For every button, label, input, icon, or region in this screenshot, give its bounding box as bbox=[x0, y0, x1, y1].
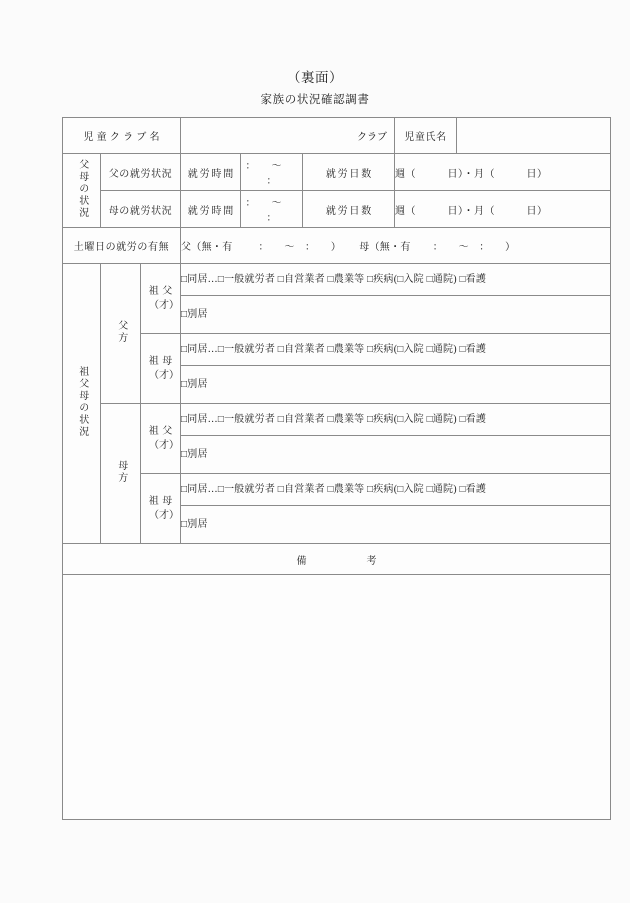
grandparents-status-vertical-label: 祖父母の状況 bbox=[63, 264, 101, 544]
remarks-textarea[interactable] bbox=[63, 575, 611, 820]
table-row-gp-maternal-grandfather-cohabit bbox=[63, 404, 611, 436]
gp-age-unit[interactable]: 才） bbox=[159, 509, 179, 521]
remarks-header bbox=[63, 544, 611, 575]
mother-time-to: ： bbox=[266, 213, 277, 224]
table-row-mother-work bbox=[63, 191, 611, 228]
saturday-work-label: 土曜日の就労の有無 bbox=[63, 228, 181, 264]
gp-age-unit[interactable]: 才） bbox=[159, 369, 179, 381]
saturday-mother-label: 母（無・有 bbox=[359, 242, 411, 253]
page-side-label: （裏面） bbox=[287, 70, 343, 85]
table-row-father-work bbox=[63, 154, 611, 191]
table-row-remarks-body bbox=[63, 575, 611, 820]
gp-age-open: （ bbox=[149, 299, 159, 311]
parents-status-vertical-label: 父母の状況 bbox=[63, 154, 101, 228]
mother-work-status-label: 母の就労状況 bbox=[101, 191, 181, 228]
father-work-days-input[interactable]: 週（ 日）・月（ 日） bbox=[395, 154, 611, 191]
gp-label-char1: 祖 bbox=[148, 285, 159, 297]
gp-label-char2: 父 bbox=[162, 425, 173, 437]
gp-separate-checkbox-line[interactable]: □別居 bbox=[181, 506, 611, 544]
saturday-mother-time: ： ～ ： ） bbox=[432, 242, 516, 253]
father-work-time-label: 就労時間 bbox=[181, 154, 241, 191]
gp-label-char2: 母 bbox=[162, 495, 173, 507]
gp-label-char2: 父 bbox=[162, 285, 173, 297]
saturday-father-time: ： ～ ： ） bbox=[258, 242, 342, 253]
gp-cohabit-checkbox-line[interactable]: □同居…□一般就労者 □自営業者 □農業等 □疾病(□入院 □通院) □看護 bbox=[181, 334, 611, 366]
gp-age-open: （ bbox=[149, 509, 159, 521]
gp-label-char1: 祖 bbox=[148, 355, 159, 367]
gp-separate-checkbox-line[interactable]: □別居 bbox=[181, 436, 611, 474]
father-time-wave: ～ bbox=[271, 161, 282, 172]
gp-age-unit[interactable]: 才） bbox=[159, 439, 179, 451]
mother-work-time-input[interactable] bbox=[241, 191, 303, 228]
table-row-saturday-work bbox=[63, 228, 611, 264]
saturday-work-input[interactable] bbox=[181, 228, 611, 264]
gp-cohabit-checkbox-line[interactable]: □同居…□一般就労者 □自営業者 □農業等 □疾病(□入院 □通院) □看護 bbox=[181, 404, 611, 436]
gp-label-paternal-grandfather bbox=[141, 264, 181, 334]
father-work-status-label: 父の就労状況 bbox=[101, 154, 181, 191]
mother-time-from: ： bbox=[245, 198, 256, 209]
gp-cohabit-checkbox-line[interactable]: □同居…□一般就労者 □自営業者 □農業等 □疾病(□入院 □通院) □看護 bbox=[181, 264, 611, 296]
child-name-input[interactable] bbox=[457, 118, 611, 154]
father-time-from: ： bbox=[245, 161, 256, 172]
gp-separate-checkbox-line[interactable]: □別居 bbox=[181, 296, 611, 334]
gp-age-open: （ bbox=[149, 439, 159, 451]
grandparents-side-label-paternal: 父方 bbox=[101, 264, 141, 404]
document-subtitle: 家族の状況確認調書 bbox=[260, 94, 370, 106]
gp-cohabit-checkbox-line[interactable]: □同居…□一般就労者 □自営業者 □農業等 □疾病(□入院 □通院) □看護 bbox=[181, 474, 611, 506]
gp-label-char1: 祖 bbox=[148, 425, 159, 437]
gp-label-char2: 母 bbox=[162, 355, 173, 367]
saturday-father-label: 父（無・有 bbox=[181, 242, 233, 253]
gp-label-maternal-grandfather bbox=[141, 404, 181, 474]
gp-label-maternal-grandmother bbox=[141, 474, 181, 544]
gp-label-paternal-grandmother bbox=[141, 334, 181, 404]
table-row-gp-paternal-grandmother-cohabit bbox=[63, 334, 611, 366]
club-name-label: 児童クラブ名 bbox=[63, 118, 181, 154]
remarks-label-right: 考 bbox=[366, 555, 377, 567]
gp-age-open: （ bbox=[149, 369, 159, 381]
table-row-club bbox=[63, 118, 611, 154]
gp-label-char1: 祖 bbox=[148, 495, 159, 507]
table-row-remarks-header bbox=[63, 544, 611, 575]
grandparents-side-label-maternal: 母方 bbox=[101, 404, 141, 544]
remarks-label-left: 備 bbox=[296, 555, 307, 567]
club-name-input[interactable]: クラブ bbox=[181, 118, 395, 154]
child-name-label: 児童氏名 bbox=[395, 118, 457, 154]
father-time-to: ： bbox=[266, 176, 277, 187]
mother-time-wave: ～ bbox=[271, 198, 282, 209]
family-status-form-table bbox=[62, 117, 611, 820]
father-work-days-label: 就労日数 bbox=[303, 154, 395, 191]
gp-separate-checkbox-line[interactable]: □別居 bbox=[181, 366, 611, 404]
gp-age-unit[interactable]: 才） bbox=[159, 299, 179, 311]
table-row-gp-paternal-grandfather-cohabit bbox=[63, 264, 611, 296]
mother-work-days-label: 就労日数 bbox=[303, 191, 395, 228]
table-row-gp-maternal-grandmother-cohabit bbox=[63, 474, 611, 506]
document-title-area bbox=[0, 68, 630, 109]
mother-work-days-input[interactable]: 週（ 日）・月（ 日） bbox=[395, 191, 611, 228]
father-work-time-input[interactable] bbox=[241, 154, 303, 191]
mother-work-time-label: 就労時間 bbox=[181, 191, 241, 228]
